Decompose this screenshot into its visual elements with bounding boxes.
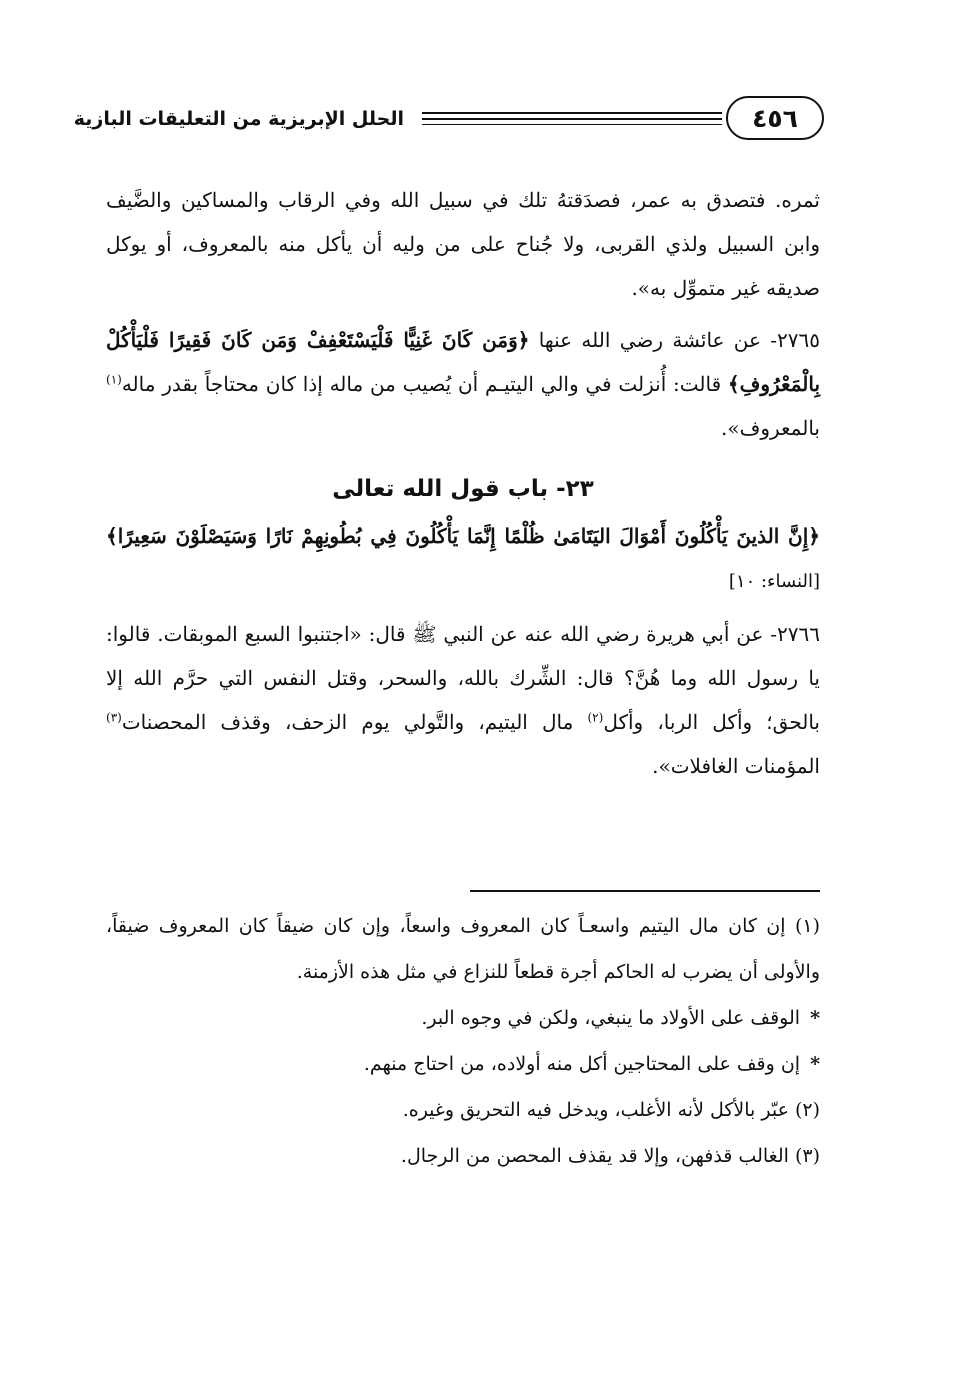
paragraph-continuation: ثمره. فتصدق به عمر، فصدَقتهُ تلك في سبيل الله وفي الرقاب والمساكين والضَّيف وابن السبيل ولذي القربى، ولا جُناح على من وليه أن يأكل منه بالمعروف، أو يوكل صديقه غير متموِّل به». [106,188,820,300]
hadith-2765-lead: ٢٧٦٥- عن عائشة رضي الله عنها [538,328,820,352]
footnote-3: (٣) الغالب قذفهن، وإلا قد يقذف المحصن من الرجال. [400,1145,820,1167]
header-rule [422,112,722,124]
page-header [73,96,824,146]
footnote-1-text: إن كان مال اليتيم واسعـاً كان المعروف واسعاً، وإن كان ضيقاً كان المعروف ضيقاً، والأولى أن يضرب له الحاكم أجرة قطعاً للنزاع في مثل هذه الأزمنة. [106,915,820,983]
footnote-ref-1: (١) [106,372,122,387]
footnotes [106,903,820,1179]
hadith-2765-end: بالمعروف». [721,416,820,440]
hadith-2766-part2: مال اليتيم، والتَّولي يوم الزحف، وقذف المحصنات [121,710,574,734]
note-a-text: الوقف على الأولاد ما ينبغي، ولكن في وجوه البر. [421,1007,801,1029]
quran-verse-quote: ﴿وَمَن كَانَ غَنِيًّا فَلْيَسْتَعْفِفْ وَمَن كَانَ فَقِيرًا فَلْيَأْكُلْ بِالْمَعْرُوفِ﴾ [106,328,821,396]
chapter-verse [106,514,820,604]
hadith-2766-part1: ٢٧٦٦- عن أبي هريرة رضي الله عنه عن النبي ﷺ قال: «اجتنبوا السبع الموبقات. قالوا: يا رسول الله وما هُنَّ؟ قال: الشِّرك بالله، والسحر، وقتل النفس التي حرَّم الله إلا بالحق؛ وأكل الربا، وأكل [106,622,821,734]
footnote-ref-3: (٣) [106,710,122,725]
footnote-divider [470,890,820,892]
hadith-2766-part3: المؤمنات الغافلات». [652,754,820,778]
verse-reference: [النساء: ١٠] [728,571,820,592]
main-text [106,178,820,788]
page-number: ٤٥٦ [726,96,824,140]
footnote-2: (٢) عبّر بالأكل لأنه الأغلب، ويدخل فيه التحريق وغيره. [402,1099,820,1121]
running-title: الحلل الإبريزية من التعليقات البازية [73,108,404,130]
footnote-note-a [106,995,820,1041]
hadith-2766 [106,612,820,788]
asterisk-bullet: * [810,1053,820,1075]
footnote-1 [106,903,820,995]
footnote-note-b [106,1041,820,1087]
note-b-text: إن وقف على المحتاجين أكل منه أولاده، من احتاج منهم. [363,1053,801,1075]
asterisk-bullet: * [810,1007,820,1029]
hadith-2765-text: قالت: أُنزلت في والي اليتيـم أن يُصيب من ماله إذا كان محتاجاً بقدر ماله [121,372,722,396]
footnote-1-number: (١) [794,915,820,937]
chapter-verse-text: ﴿إِنَّ الذينَ يَأْكُلُونَ أَمْوَالَ اليَتَامَىٰ ظُلْمًا إِنَّمَا يَأْكُلُونَ فِي بُطُونِهِمْ نَارًا وَسَيَصْلَوْنَ سَعِيرًا﴾ [106,524,820,548]
footnote-ref-2: (٢) [587,710,604,725]
chapter-title: ٢٣- باب قول الله تعالى [332,476,594,502]
hadith-2765 [106,318,820,450]
